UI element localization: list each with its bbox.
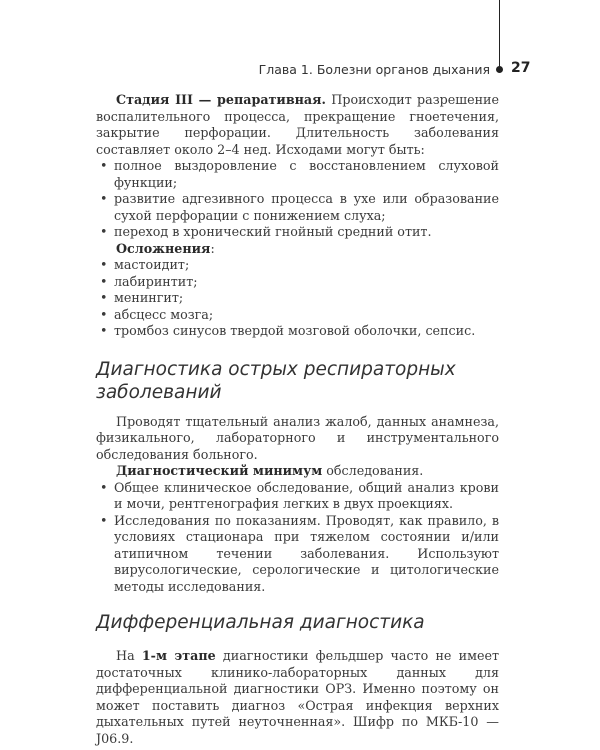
running-head-chapter: Глава 1. Болезни органов дыхания [258, 62, 490, 77]
list-item: • менингит; [96, 290, 499, 307]
list-item: • Общее клиническое обследование, общий анализ крови и мочи, рентгенография легких в двух проекциях. [96, 480, 499, 513]
page-number: 27 [511, 60, 531, 76]
complications-colon: : [210, 240, 215, 256]
section-heading-diagnostics: Диагностика острых респираторных заболеваний [96, 358, 456, 403]
differential-lead: На [116, 648, 142, 663]
diagnostics-minimum-rest: обследования. [322, 463, 424, 478]
diagnostics-minimum-bold: Диагностический минимум [116, 463, 323, 478]
list-item: • переход в хронический гнойный средний отит. [96, 224, 499, 241]
complications-list [96, 257, 499, 340]
differential-paragraph [96, 648, 499, 747]
diagnostics-list [96, 480, 499, 596]
outcomes-list [96, 158, 499, 241]
diagnostics-minimum [96, 463, 499, 480]
list-item: • абсцесс мозга; [96, 307, 499, 324]
complications-heading [96, 241, 499, 258]
complications-title: Осложнения [116, 240, 211, 256]
section-heading-differential: Дифференциальная диагностика [96, 612, 425, 633]
diagnostics-intro: Проводят тщательный анализ жалоб, данных анамнеза, физикального, лабораторного и инструментального обследования больного. [96, 413, 499, 462]
header-vertical-rule [499, 0, 500, 70]
differential-bold: 1-м этапе [141, 648, 216, 663]
page-body [96, 92, 499, 747]
header-rule-dot [496, 66, 503, 73]
list-item: • полное выздоровление с восстановлением слуховой функции; [96, 158, 499, 191]
list-item: • Исследования по показаниям. Проводят, как правило, в условиях стационара при тяжелом состоянии и/или атипичном течении заболевания. Используют вирусологические, серологические и цитологические методы исследования. [96, 513, 499, 596]
stage3-paragraph [96, 92, 499, 158]
stage3-text: Происходит разрешение воспалительного процесса, прекращение гноетечения, закрытие перфорации. Длительность заболевания составляет около 2–4 нед. Исходами могут быть: [96, 92, 499, 157]
list-item: • развитие адгезивного процесса в ухе или образование сухой перфорации с понижением слуха; [96, 191, 499, 224]
stage3-title: Стадия III — репаративная. [116, 92, 326, 107]
list-item: • тромбоз синусов твердой мозговой оболочки, сепсис. [96, 323, 499, 340]
differential-text: диагностики фельдшер часто не имеет достаточных клинико-лабораторных данных для дифференциальной диагностики ОРЗ. Именно поэтому он может поставить диагноз «Острая инфекция верхних дыхательных путей неуточненная». Шифр по МКБ-10 — J06.9. [96, 648, 499, 746]
list-item: • мастоидит; [96, 257, 499, 274]
list-item: • лабиринтит; [96, 274, 499, 291]
